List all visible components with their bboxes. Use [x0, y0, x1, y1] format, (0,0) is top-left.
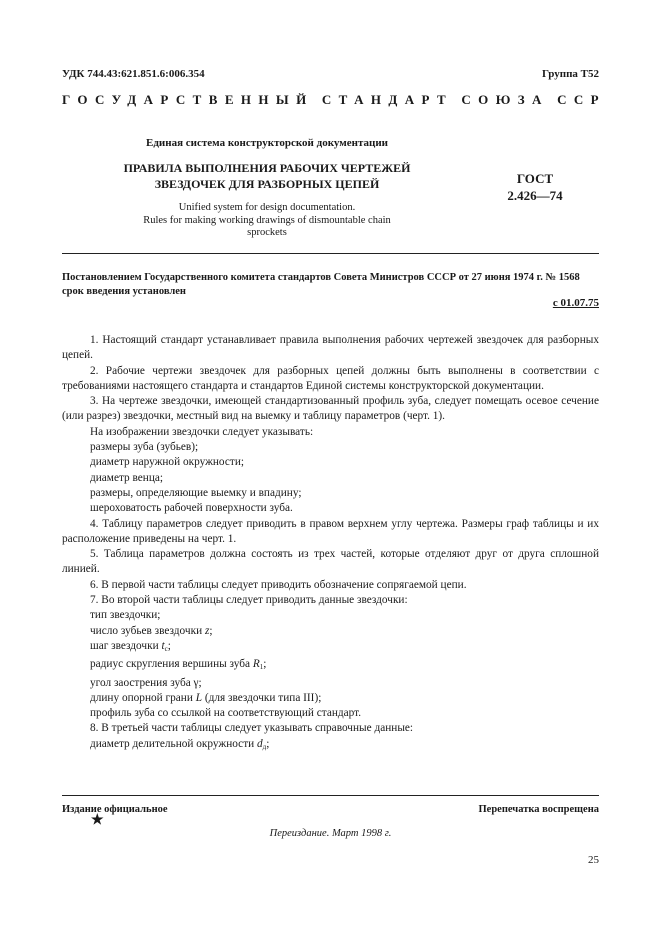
list-item-radius: радиус скругления вершины зуба $R_1$;	[90, 658, 267, 672]
page-number: 25	[588, 854, 599, 866]
list-item-teeth: число зубьев звездочки z;	[90, 624, 213, 637]
list-item-face	[62, 691, 599, 706]
group-code: Группа Т52	[541, 68, 599, 80]
paragraph-4: 4. Таблицу параметров следует приводить в правом верхнем углу чертежа. Размеры граф таблицы и их расположение приведены на черт. 1.	[62, 517, 599, 545]
state-title-word-2: СТАНДАРТ	[321, 92, 454, 107]
paragraph-6: 6. В первой части таблицы следует приводить обозначение сопрягаемой цепи.	[90, 578, 467, 591]
pitch-diameter-var: d	[257, 737, 263, 750]
state-title-word-3: СОЮЗА	[461, 92, 549, 107]
system-name: Единая система конструкторской документации	[146, 137, 388, 149]
english-line-2: Rules for making working drawings of dismountable chain	[143, 214, 391, 226]
gost-number: 2.426—74	[507, 188, 563, 203]
list-item: диаметр наружной окружности;	[90, 456, 244, 469]
udk-code: УДК 744.43:621.851.6:006.354	[62, 68, 205, 80]
english-line-3: sprockets	[247, 227, 287, 238]
title-line-2: ЗВЕЗДОЧЕК ДЛЯ РАЗБОРНЫХ ЦЕПЕЙ	[154, 177, 380, 191]
document-title	[62, 160, 472, 192]
teeth-text: число зубьев звездочки	[90, 624, 205, 637]
state-standard-title	[62, 92, 606, 108]
header-row	[62, 68, 599, 80]
decree-text: Постановлением Государственного комитета стандартов Совета Министров СССР от 27 июня 1974 г. № 1568 срок введения установлен	[62, 272, 580, 297]
list-item-pitch: шаг звездочки $t_c$;	[90, 639, 171, 653]
paragraph-7: 7. Во второй части таблицы следует приводить данные звездочки:	[90, 594, 408, 607]
pitch-var: t	[161, 639, 165, 652]
official-edition-label: Издание официальное	[62, 804, 168, 815]
gost-label: ГОСТ	[516, 171, 554, 186]
body-text	[62, 333, 599, 755]
reissue-note: Переиздание. Март 1998 г.	[269, 828, 392, 839]
face-var: L	[195, 691, 203, 704]
face-text: длину опорной грани	[90, 691, 196, 704]
paragraph-3: 3. На чертеже звездочки, имеющей стандартизованный профиль зуба, следует помещать осевое сечение (или разрез) звездочки, местный вид на выемку и таблицу параметров (черт. 1).	[62, 395, 599, 423]
list-item-profile: профиль зуба со ссылкой на соответствующий стандарт.	[90, 707, 362, 720]
pitch-diameter-sub: д	[262, 742, 267, 751]
list-item-type: тип звездочки;	[90, 609, 161, 622]
list-item: размеры, определяющие выемку и впадину;	[90, 486, 302, 499]
reprint-prohibited-label: Перепечатка воспрещена	[478, 804, 599, 815]
radius-sub: 1	[259, 663, 264, 672]
paragraph-2: 2. Рабочие чертежи звездочек для разборных цепей должны быть выполнены в соответствии с требованиями настоящего стандарта и стандартов Единой системы конструкторской документации.	[62, 364, 599, 392]
header-divider	[62, 253, 599, 254]
list-item: шероховатость рабочей поверхности зуба.	[90, 502, 293, 515]
paragraph-3-intro: На изображении звездочки следует указывать:	[90, 425, 314, 438]
star-icon: ★	[91, 813, 104, 828]
face-rest: (для звездочки типа III);	[202, 691, 322, 704]
state-title-word-1: ГОСУДАРСТВЕННЫЙ	[62, 92, 314, 107]
english-line-1: Unified system for design documentation.	[178, 202, 356, 213]
list-item: диаметр венца;	[90, 471, 164, 484]
paragraph-1: 1. Настоящий стандарт устанавливает правила выполнения рабочих чертежей звездочек для разборных цепей.	[62, 334, 599, 362]
radius-text: радиус скругления вершины зуба	[90, 658, 253, 671]
effective-date: с 01.07.75	[552, 297, 599, 309]
list-item-pitch-diameter: диаметр делительной окружности $d_д$;	[90, 737, 270, 751]
english-title	[62, 202, 472, 240]
teeth-var: z	[204, 624, 210, 637]
gost-designation	[490, 170, 580, 204]
pitch-sub: c	[164, 644, 168, 653]
radius-var: R	[252, 658, 260, 671]
state-title-word-4: ССР	[557, 92, 606, 107]
paragraph-8: 8. В третьей части таблицы следует указывать справочные данные:	[90, 722, 414, 735]
title-line-1: ПРАВИЛА ВЫПОЛНЕНИЯ РАБОЧИХ ЧЕРТЕЖЕЙ	[123, 161, 411, 175]
footer-divider	[62, 795, 599, 796]
paragraph-5: 5. Таблица параметров должна состоять из трех частей, которые отделяют друг от друга сплошной линией.	[62, 548, 599, 576]
pitch-diameter-text: диаметр делительной окружности	[90, 737, 258, 750]
pitch-text: шаг звездочки	[90, 639, 162, 652]
list-item: размеры зуба (зубьев);	[90, 441, 199, 454]
list-item-angle: угол заострения зуба γ;	[90, 676, 202, 689]
